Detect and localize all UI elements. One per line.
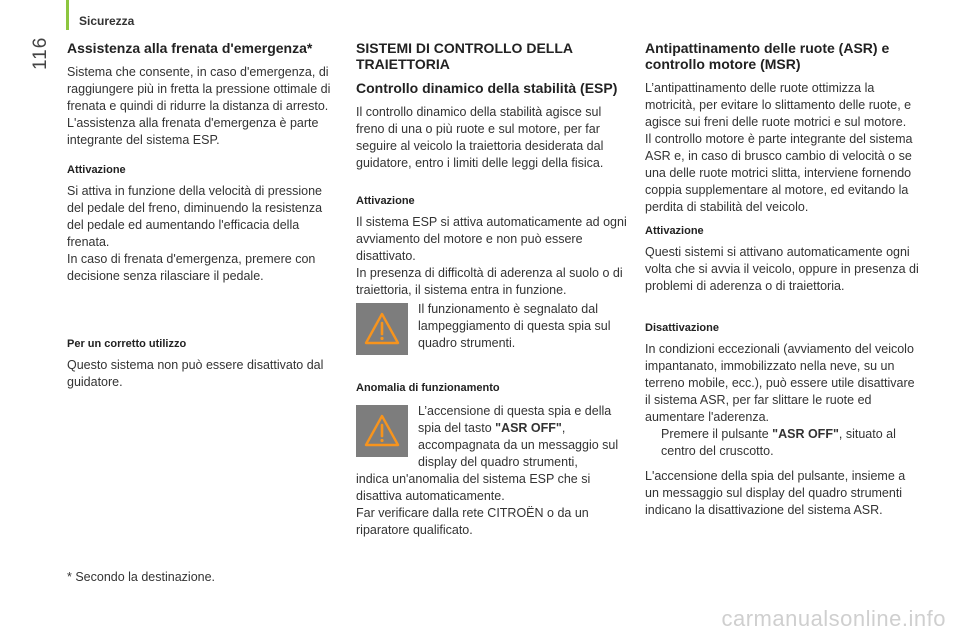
asr-activation-text: Questi sistemi si attivano automaticamente ogni volta che si avvia il veicolo, oppure in presenza di problemi di aderenza o di traiettoria. — [645, 245, 919, 293]
section-label: Sicurezza — [79, 14, 135, 28]
column-emergency-brake-assist — [67, 40, 342, 399]
esp-fault-triangle-icon — [356, 405, 408, 457]
asr-activation-heading: Attivazione — [645, 225, 704, 237]
asr-deactivation-heading: Disattivazione — [645, 322, 719, 334]
esp-activation-heading: Attivazione — [356, 195, 415, 207]
page-number: 116 — [30, 36, 51, 70]
pointing-hand-icon — [645, 426, 661, 468]
esp-activation-text: Il sistema ESP si attiva automaticamente ad ogni avviamento del motore e non può essere disattivato. — [356, 215, 627, 263]
warning-light-row — [356, 301, 631, 355]
section-accent-bar — [66, 0, 69, 30]
fault-text: L’accensione di questa spia e della spia del tasto "ASR OFF", accompagnata da un messaggio sul display del quadro strumenti, — [418, 404, 619, 469]
asr-intro: L’antipattinamento delle ruote ottimizza la motricità, per evitare lo slittamento delle ruote, e agisce sui freni delle ruote motrici e sul motore. — [645, 81, 912, 129]
activation-text: Si attiva in funzione della velocità di pressione del pedale del freno, diminuendo la resistenza del pedale ed aumentando l'efficacia della frenata. — [67, 184, 323, 249]
asr-deactivation-text: In condizioni eccezionali (avviamento del veicolo impantanato, immobilizzato nella neve, su un terreno mobile, ecc.), può essere utile disattivare il sistema ASR, per far slittare le ruote ed aumentare l'aderenza. — [645, 342, 915, 424]
fault-text-continued: indica un'anomalia del sistema ESP che si disattiva automaticamente. — [356, 472, 591, 503]
esp-warning-triangle-icon — [356, 303, 408, 355]
fault-light-row — [356, 403, 631, 471]
msr-intro: Il controllo motore è parte integrante del sistema ASR e, in caso di brusco cambio di velocità o se una delle ruote motrici slitta, interviene fornendo coppia supplementare al motore, ed evitando la perdita di stabilità del veicolo. — [645, 132, 913, 214]
title-asr-msr: Antipattinamento delle ruote (ASR) e controllo motore (MSR) — [645, 40, 890, 72]
asr-off-button-label: "ASR OFF" — [495, 421, 562, 435]
esp-intro: Il controllo dinamico della stabilità agisce sul freno di una o più ruote e sul motore, per far seguire al veicolo la traiettoria desiderata dal guidatore, entro i limiti delle leggi della fisica. — [356, 105, 604, 170]
title-trajectory-control: SISTEMI DI CONTROLLO DELLA TRAIETTORIA — [356, 40, 573, 72]
intro-text: Sistema che consente, in caso d'emergenza, di raggiungere più in fretta la pressione ottimale di frenata e quindi di ridurre la distanza di arresto. L'assistenza alla frenata d'emergenza è parte integrante del sistema ESP. — [67, 65, 331, 147]
usage-heading: Per un corretto utilizzo — [67, 338, 187, 350]
fault-heading: Anomalia di funzionamento — [356, 382, 500, 394]
instruction-step: Premere il pulsante "ASR OFF", situato al centro del cruscotto. — [645, 426, 920, 468]
asr-off-button-label-2: "ASR OFF" — [772, 427, 839, 441]
warning-light-text: Il funzionamento è segnalato dal lampeggiamento di questa spia sul quadro strumenti. — [418, 302, 611, 350]
esp-activation-text-2: In presenza di difficoltà di aderenza al suolo o di traiettoria, il sistema entra in funzione. — [356, 266, 623, 297]
column-asr-msr — [645, 40, 920, 527]
column-trajectory-control — [356, 40, 631, 547]
fault-text-service: Far verificare dalla rete CITROËN o da un riparatore qualificato. — [356, 506, 589, 537]
subtitle-esp: Controllo dinamico della stabilità (ESP) — [356, 80, 618, 96]
usage-text: Questo sistema non può essere disattivato dal guidatore. — [67, 358, 324, 389]
activation-text-emergency: In caso di frenata d'emergenza, premere con decisione senza rilasciare il pedale. — [67, 252, 316, 283]
asr-closing-text: L'accensione della spia del pulsante, insieme a un messaggio sul display del quadro strumenti indicano la disattivazione del sistema ASR. — [645, 469, 906, 517]
activation-heading: Attivazione — [67, 164, 126, 176]
title-emergency-brake-assist: Assistenza alla frenata d'emergenza* — [67, 40, 313, 56]
footnote: * Secondo la destinazione. — [67, 570, 216, 584]
watermark: carmanualsonline.info — [721, 606, 946, 631]
